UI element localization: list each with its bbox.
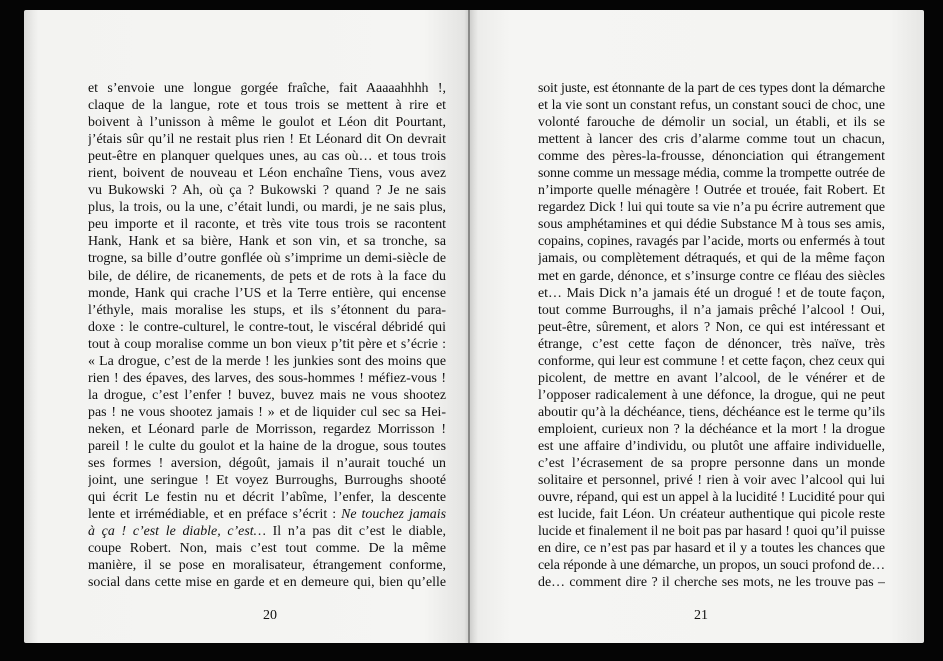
text-line: soit juste, est étonnante de la part de ces types dont la démarche — [538, 81, 885, 96]
text-line: jamais, ou complètement détraqués, et qui de la même façon — [538, 251, 885, 267]
text-line: pas ! ne vous shootez jamais ! » et de liquider cul sec sa Hei- — [88, 404, 446, 420]
text-line: solitaire et personnel, privé ! rien à voir avec l’alcool qui lui — [538, 473, 885, 489]
text-line: rien ! des épaves, des larves, des sous-hommes ! méfiez-vous ! — [88, 370, 446, 386]
text-line: monde, Hank qui crache l’US et la Terre entière, qui encense — [88, 285, 446, 301]
text-line: bile, de délire, de ricanements, de pets et de rots à la face du — [88, 268, 446, 284]
text-line: peut-être en planquer quelques unes, au cas où… et tous trois — [88, 149, 446, 165]
text-line: sonne comme un message média, comme la trompette outrée de — [538, 166, 885, 182]
text-line: l’éthyle, mais moralise les stups, et ils s’étonnent du para- — [88, 302, 446, 318]
text-line: et s’envoie une longue gorgée fraîche, fait Aaaaahhhh !, — [88, 81, 446, 96]
text-line: et… Mais Dick n’a jamais été un drogué ! et de toute façon, — [538, 285, 885, 301]
text-line: lente et irrémédiable, et en préface s’écrit : Ne touchez jamais — [88, 507, 446, 523]
text-line: pareil ! le culte du goulot et la haine de la drogue, sous toutes — [88, 438, 446, 454]
text-line: tout comme Burroughs, il n’a jamais prêché l’alcool ! Oui, — [538, 302, 885, 318]
text-line: mettent à lancer des cris d’alarme comme tout un chacun, — [538, 132, 885, 148]
text-line: claque de la langue, rote et tous trois se mettent à rire et — [88, 98, 446, 114]
text-line: emploient, curieux non ? la déchéance et la mort ! la drogue — [538, 421, 885, 437]
left-page-text — [88, 80, 446, 591]
text-line: social dans cette mise en garde et en demeure qui, bien qu’elle — [88, 575, 446, 591]
left-page — [24, 10, 470, 643]
quoted-title-italic: à ça ! c’est le diable, c’est… — [88, 524, 266, 540]
text-line: étrange, c’est cette façon de dénoncer, très naïve, très — [538, 336, 885, 352]
text-line: et la vie sont un constant refus, un constant souci de choc, une — [538, 98, 885, 114]
text-line: à ça ! c’est le diable, c’est… Il n’a pas dit c’est le diable, — [88, 524, 446, 540]
text-line: sous amphétamines et qui dédie Substance M à tous ses amis, — [538, 217, 885, 233]
text-line: « La drogue, c’est de la merde ! les junkies sont des moins que — [88, 353, 446, 369]
text-line: en dire, ce n’est pas par hasard et il y a toutes les chances que — [538, 541, 885, 557]
text-line: volonté farouche de démolir un social, un établi, et ils se — [538, 115, 885, 131]
text-line: peu importe et il raconte, et très vite tous trois se racontent — [88, 217, 446, 233]
text-line: manière, il se pose en moralisateur, étrangement conforme, — [88, 558, 446, 574]
text-line: lucide et finalement il ne boit pas par hasard ! quoi qu’il puisse — [538, 524, 885, 540]
text-line: j’étais sûr qu’il ne restait plus rien ! Et Léonard dit On devrait — [88, 132, 446, 148]
text-line: ouvre, répand, qui est un appel à la lucidité ! Lucidité pour qui — [538, 490, 885, 506]
right-page — [470, 10, 924, 643]
right-page-number: 21 — [694, 608, 708, 623]
text-line: picolent, de mettre en avant l’alcool, de le vénérer et de — [538, 370, 885, 386]
text-line: met en garde, dénonce, et s’insurge contre ce fléau des siècles — [538, 268, 885, 284]
text-line: regardez Dick ! lui qui toute sa vie n’a pu écrire autrement que — [538, 200, 885, 216]
text-line: l’opposer radicalement à une défonce, la drogue, qui ne peut — [538, 387, 885, 403]
text-line: aboutir qu’à la déchéance, tiens, déchéance est le terme qu’ils — [538, 404, 885, 420]
text-line: qui écrit Le festin nu et décrit l’abîme, l’enfer, la descente — [88, 490, 446, 506]
text-line: c’est l’écrasement de sa propre personne dans un monde — [538, 456, 885, 472]
text-line: la drogue, c’est l’enfer ! buvez, buvez mais ne vous shootez — [88, 387, 446, 403]
text-line: n’importe quelle ménagère ! Outrée et trouée, fait Robert. Et — [538, 183, 885, 199]
text-line: trogne, sa bille d’outre gonflée où s’imprime un demi-siècle de — [88, 251, 446, 267]
text-line: ses formes ! aversion, dégoût, jamais il n’aurait touché un — [88, 456, 446, 472]
text-line: neken, et Léonard parle de Morrisson, regardez Morrisson ! — [88, 421, 446, 437]
text-line: joint, une seringue ! Et voyez Burroughs, Burroughs shooté — [88, 473, 446, 489]
text-line: boivent à l’unisson à même le goulot et Léon dit Pourtant, — [88, 115, 446, 131]
text-line: est une affaire d’individu, ou plutôt une affaire individuelle, — [538, 438, 885, 454]
text-line: tout à coup moralise comme un bon vieux p’tit père et s’écrie : — [88, 336, 446, 352]
text-line: rient, boivent de nouveau et Léon enchaîne Tiens, vous avez — [88, 166, 446, 182]
quoted-title-italic: Ne touchez jamais — [341, 507, 446, 523]
text-line: Hank, Hank et sa bière, Hank et son vin, et sa tronche, sa — [88, 234, 446, 250]
text-line: vu Bukowski ? Ah, où ça ? Bukowski ? quand ? Je ne sais — [88, 183, 446, 199]
text-line: plus, la trois, ou la une, c’était lundi, ou mardi, je ne sais plus, — [88, 200, 446, 216]
text-line: coupe Robert. Non, mais c’est tout comme. De la même — [88, 541, 446, 557]
left-page-number: 20 — [263, 608, 277, 623]
text-line: cela réponde à une démarche, un propos, un souci profond de… — [538, 558, 885, 574]
book-spread — [24, 10, 924, 643]
text-line: comme des pères-la-frousse, dénonciation qui étrangement — [538, 149, 885, 165]
text-line: peut-être, sûrement, et alors ? Non, ce qui est intéressant et — [538, 319, 885, 335]
text-line: conforme, qui leur est commune ! et cette façon, chez ceux qui — [538, 353, 885, 369]
right-page-text — [538, 80, 885, 591]
text-line: de… comment dire ? il cherche ses mots, ne les trouve pas – — [538, 575, 885, 591]
text-line: doxe : le contre-culturel, le contre-tout, le viscéral débridé qui — [88, 319, 446, 335]
text-line: est lucide, fait Léon. Un créateur authentique qui picole reste — [538, 507, 885, 523]
text-line: copains, copines, ravagés par l’acide, morts ou enfermés à tout — [538, 234, 885, 250]
